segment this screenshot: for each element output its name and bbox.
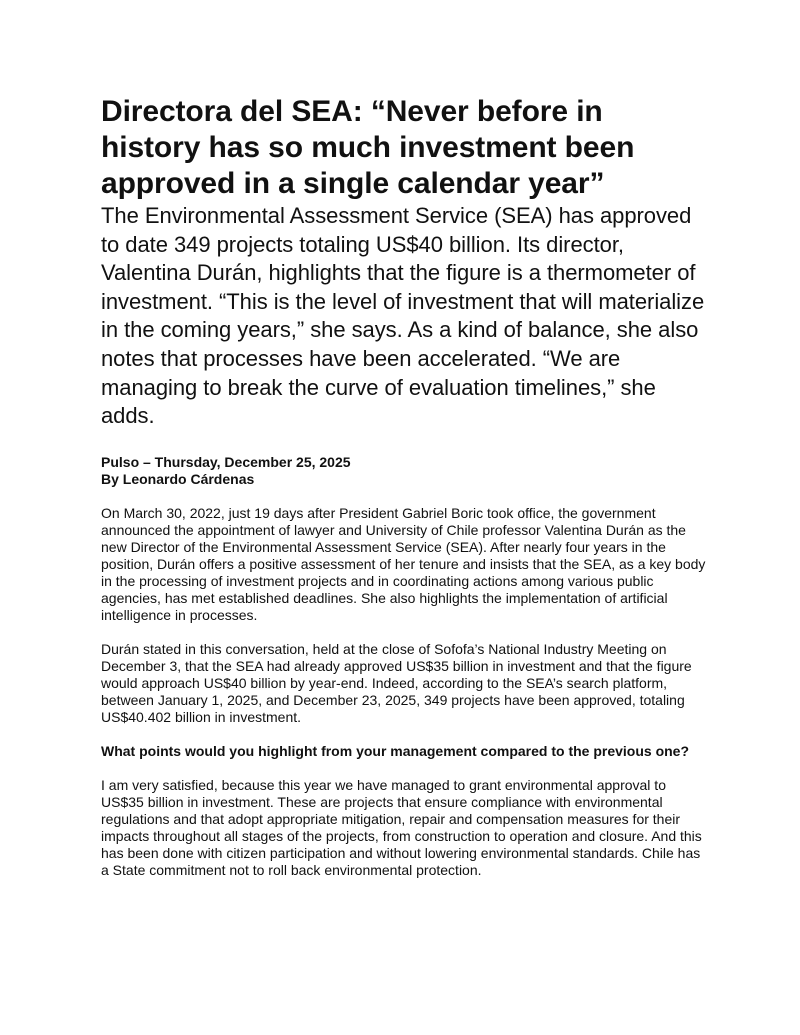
body-paragraph-1: On March 30, 2022, just 19 days after President Gabriel Boric took office, the government announced the appointment of lawyer and University of Chile professor Valentina Durán as the new Director of the Environmental Assessment Service (SEA). After nearly four years in the position, Durán offers a positive assessment of her tenure and insists that the SEA, as a key body in the processing of investment projects and in coordinating actions among various public agencies, has met established deadlines. She also highlights the implementation of artificial intelligence in processes. — [101, 504, 706, 623]
author: By Leonardo Cárdenas — [101, 470, 255, 487]
byline — [101, 454, 707, 488]
interview-question: What points would you highlight from your management compared to the previous one? — [101, 742, 690, 759]
article-subhead: The Environmental Assessment Service (SEA) has approved to date 349 projects totaling US$40 billion. Its director, Valentina Durán, highlights that the figure is a thermometer of investment. “This is the level of investment that will materialize in the coming years,” she says. As a kind of balance, she also notes that processes have been accelerated. “We are managing to break the curve of evaluation timelines,” she adds. — [101, 203, 705, 429]
article-page — [101, 94, 707, 879]
article-headline: Directora del SEA: “Never before in history has so much investment been approved in a single calendar year” — [101, 95, 635, 200]
body-paragraph-2: Durán stated in this conversation, held at the close of Sofofa’s National Industry Meeting on December 3, that the SEA had already approved US$35 billion in investment and that the figure would approach US$40 billion by year-end. Indeed, according to the SEA’s search platform, between January 1, 2025, and December 23, 2025, 349 projects have been approved, totaling US$40.402 billion in investment. — [101, 640, 692, 725]
dateline: Pulso – Thursday, December 25, 2025 — [101, 453, 351, 470]
interview-answer: I am very satisfied, because this year we have managed to grant environmental approval to US$35 billion in investment. These are projects that ensure compliance with environmental regulations and that adopt appropriate mitigation, repair and compensation measures for their impacts throughout all stages of the projects, from construction to operation and closure. And this has been done with citizen participation and without lowering environmental standards. Chile has a State commitment not to roll back environmental protection. — [101, 776, 702, 878]
